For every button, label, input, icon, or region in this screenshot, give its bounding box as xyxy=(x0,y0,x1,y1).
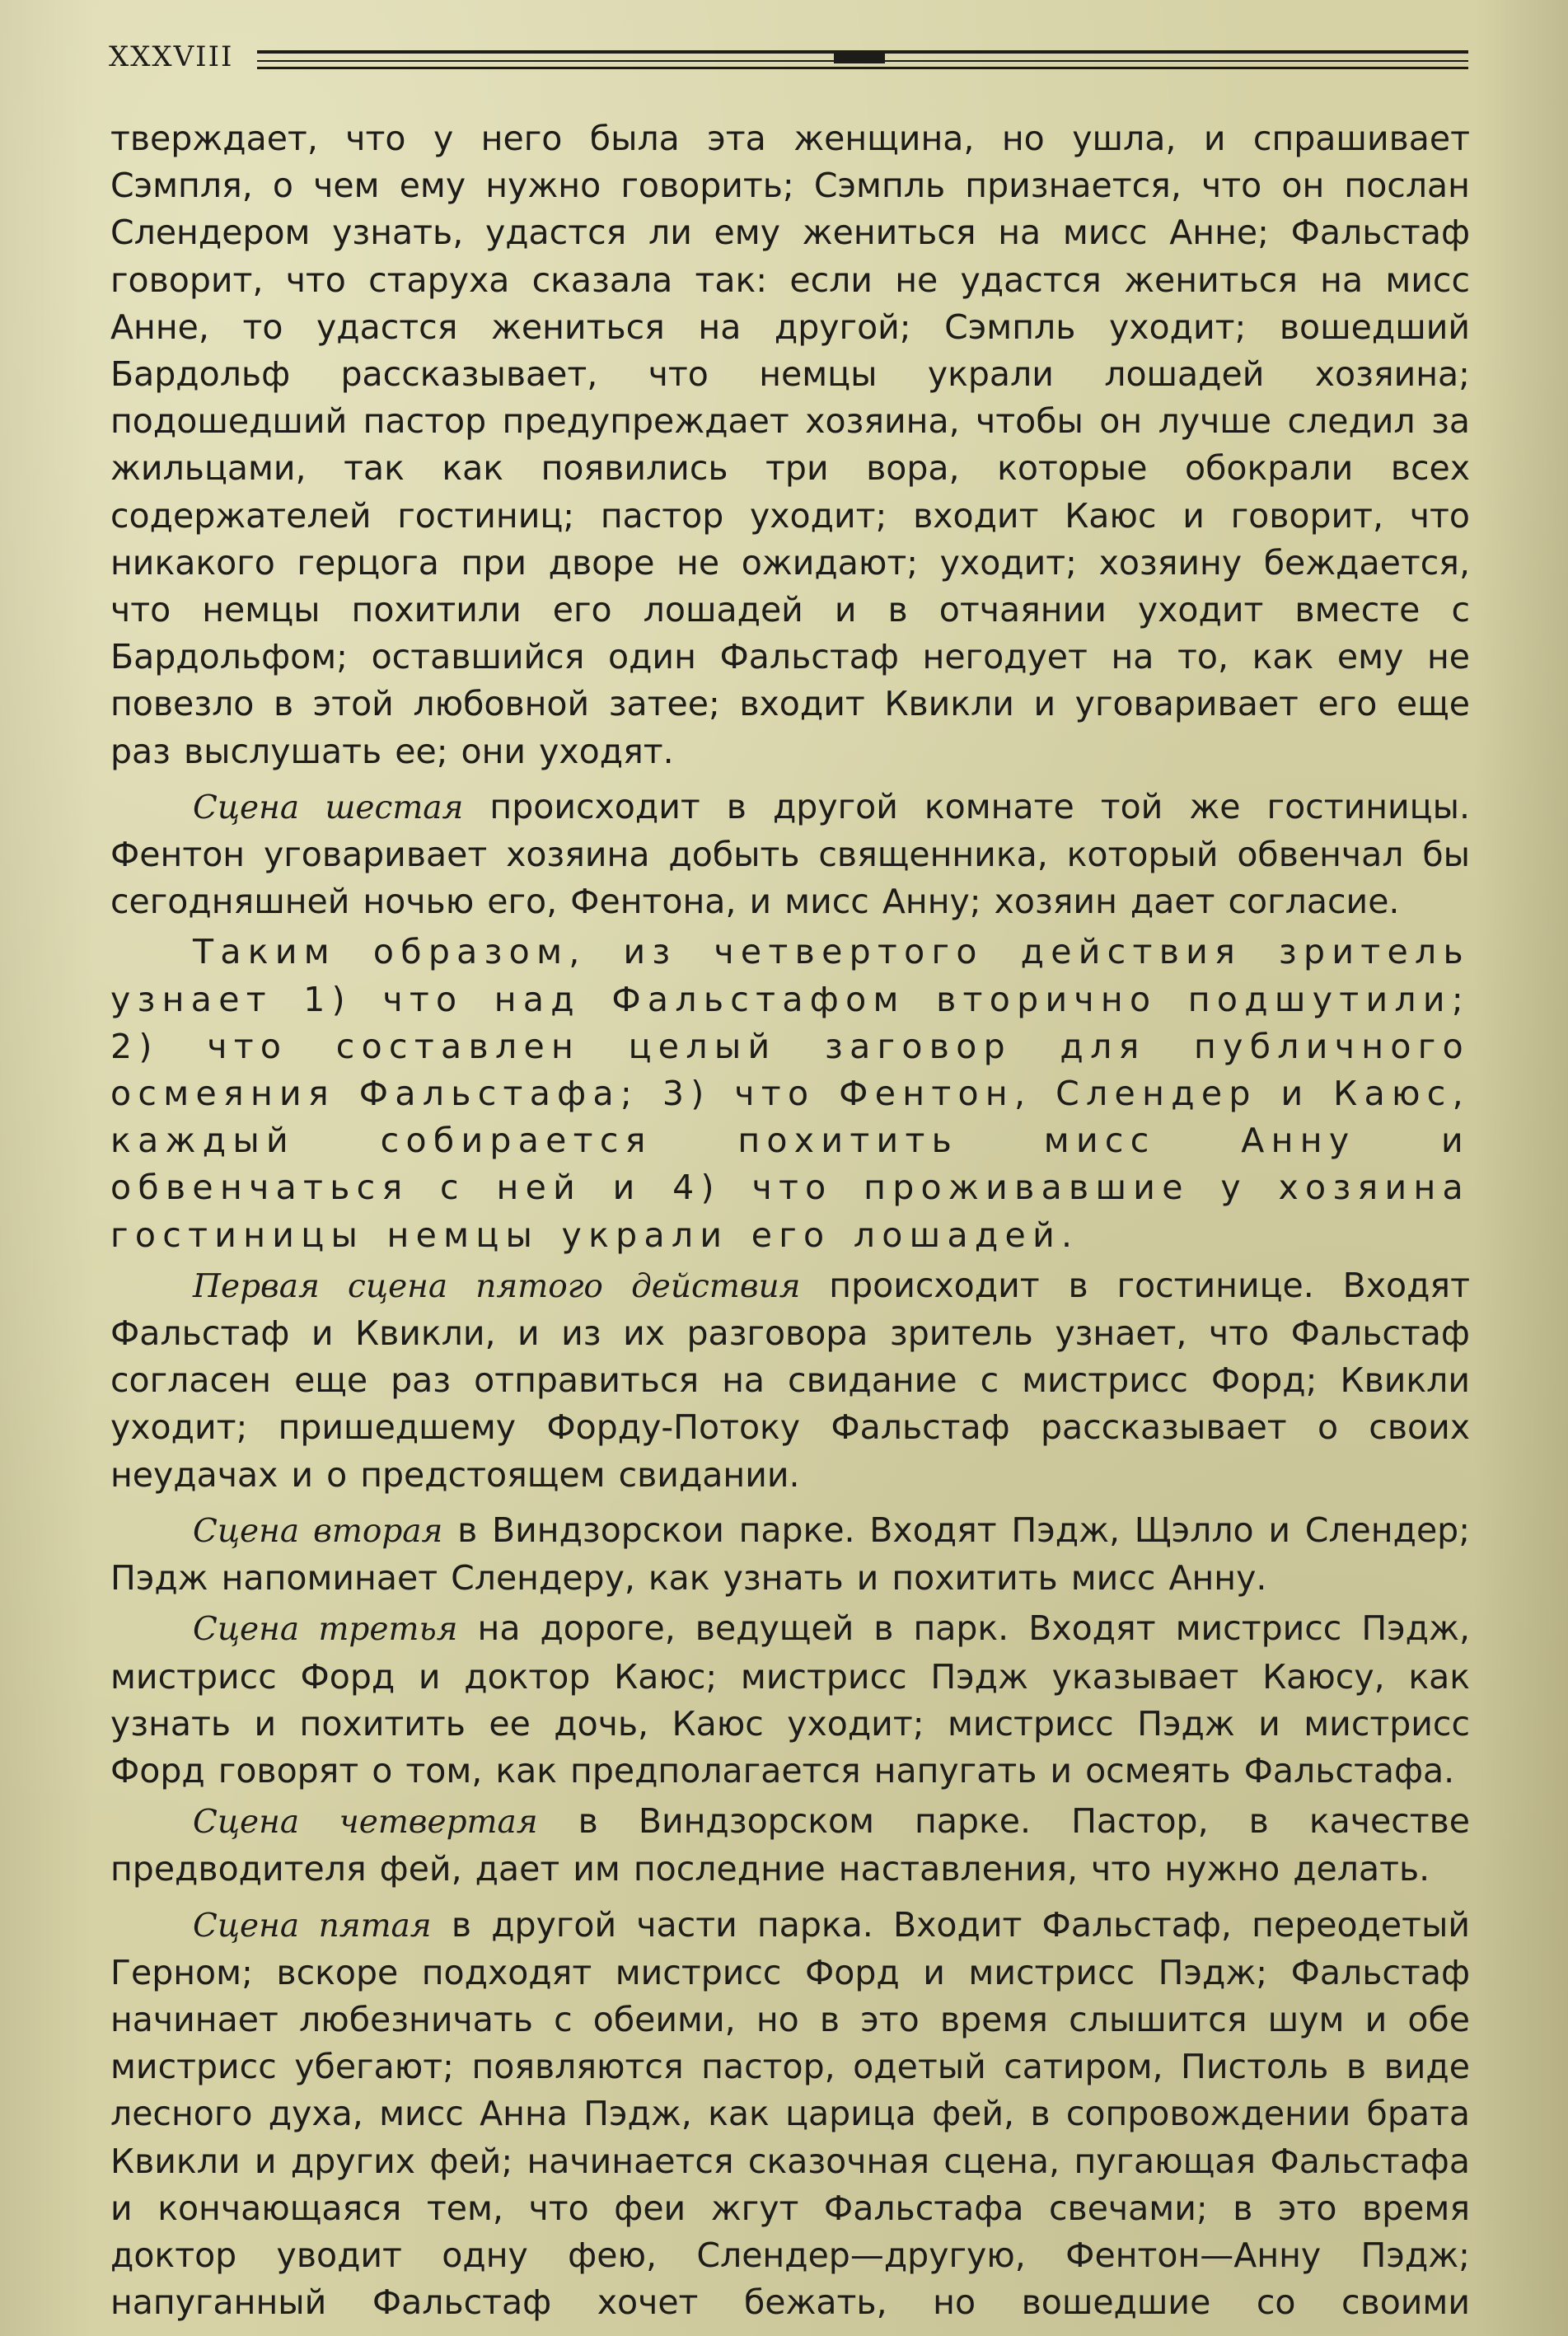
scene-heading: Сцена третья xyxy=(193,1611,458,1649)
paragraph xyxy=(110,1262,1470,1499)
paragraph-text: на дороге, ведущей в парк. Входят мистрисс Пэдж, мистрисс Форд и доктор Каюс; мистрисс Пэдж указывает Каюсу, как узнать и похитить ее дочь, Каюс уходит; мистрисс Пэдж и мистрисс Форд говорят о том, как предполагается напугать и осмеять Фальстафа. xyxy=(110,1608,1470,1791)
scene-heading: Первая сцена пятого действия xyxy=(193,1267,801,1305)
paragraph xyxy=(110,1798,1470,1893)
paragraph-text: в Виндзорском парке. Пастор, в качестве предводителя фей, дает им последние наставления, что нужно делать. xyxy=(110,1801,1470,1889)
page-header xyxy=(109,36,1468,77)
paragraph-spaced-summary xyxy=(110,929,1470,1258)
paragraph xyxy=(110,115,1470,775)
page-body xyxy=(110,115,1470,2326)
paragraph-text: происходит в гостинице. Входят Фальстаф и Квикли, и из их разговора зритель узнает, что Фальстаф согласен еще раз отправиться на свидание с мистрисс Форд; Квикли уходит; пришедшему Форду-Потоку Фальстаф рассказывает о своих неудачах и о предстоящем свидании. xyxy=(110,1265,1470,1495)
paragraph xyxy=(110,784,1470,926)
paragraph-text: в другой части парка. Входит Фальстаф, переодетый Герном; вскоре подходят мистрисс Форд и мистрисс Пэдж; Фальстаф начинает любезничать с обеими, но в это время слышится шум и обе мистрисс убегают; появляются пастор, одетый сатиром, Пистоль в виде лесного духа, мисс Анна Пэдж, как царица фей, в сопровождении брата Квикли и других фей; начинается сказочная сцена, пугающая Фальстафа и кончающаяся тем, что феи жгут Фальстафа свечами; в это время доктор уводит одну фею, Слендер—другую, Фентон—Анну Пэдж; напуганный Фальстаф хочет бежать, но вошедшие со своими xyxy=(110,1904,1471,2323)
scene-heading: Сцена шестая xyxy=(193,789,464,826)
paragraph-text: в Виндзорскои парке. Входят Пэдж, Щэлло и Слендер; Пэдж напоминает Слендеру, как узнать и похитить мисс Анну. xyxy=(110,1510,1471,1599)
paragraph-text: Таким образом, из четвертого действия зритель узнает 1) что над Фальстафом вторично подшутили; 2) что составлен целый заговор для публичного осмеяния Фальстафа; 3) что Фентон, Слендер и Каюс, каждый собирается похитить мисс Анну и обвенчаться с ней и 4) что проживавшие у хозяина гостиницы немцы украли его лошадей. xyxy=(110,932,1470,1255)
header-rule-ornament xyxy=(834,53,885,63)
header-rule xyxy=(257,67,1468,69)
paragraph-text: происходит в другой комнате той же гостиницы. Фентон уговаривает хозяина добыть священника, который обвенчал бы сегодняшней ночью его, Фентона, и мисс Анну; хозяин дает согласие. xyxy=(110,786,1470,922)
scene-heading: Сцена вторая xyxy=(193,1512,443,1550)
scene-heading: Сцена пятая xyxy=(193,1907,432,1945)
scene-heading: Сцена четвертая xyxy=(193,1804,538,1842)
paragraph xyxy=(110,1605,1470,1795)
paragraph xyxy=(110,1902,1470,2327)
page-number: XXXVIII xyxy=(109,40,234,73)
paragraph-text: тверждает, что у него была эта женщина, но ушла, и спрашивает Сэмпля, о чем ему нужно говорить; Сэмпль признается, что он послан Слендером узнать, удастся ли ему жениться на мисс Анне; Фальстаф говорит, что старуха сказала так: если не удастся жениться на мисс Анне, то удастся жениться на другой; Сэмпль уходит; вошедший Бардольф рассказывает, что немцы украли лошадей хозяина; подошедший пастор предупреждает хозяина, чтобы он лучше следил за жильцами, так как появились три вора, которые обокрали всех содержателей гостиниц; пастор уходит; входит Каюс и говорит, что никакого герцога при дворе не ожидают; уходит; хозяину беждается, что немцы похитили его лошадей и в отчаянии уходит вместе с Бардольфом; оставшийся один Фальстаф негодует на то, как ему не повезло в этой любовной затее; входит Квикли и уговаривает его еще раз выслушать ее; они уходят. xyxy=(110,119,1470,771)
paragraph xyxy=(110,1507,1470,1602)
